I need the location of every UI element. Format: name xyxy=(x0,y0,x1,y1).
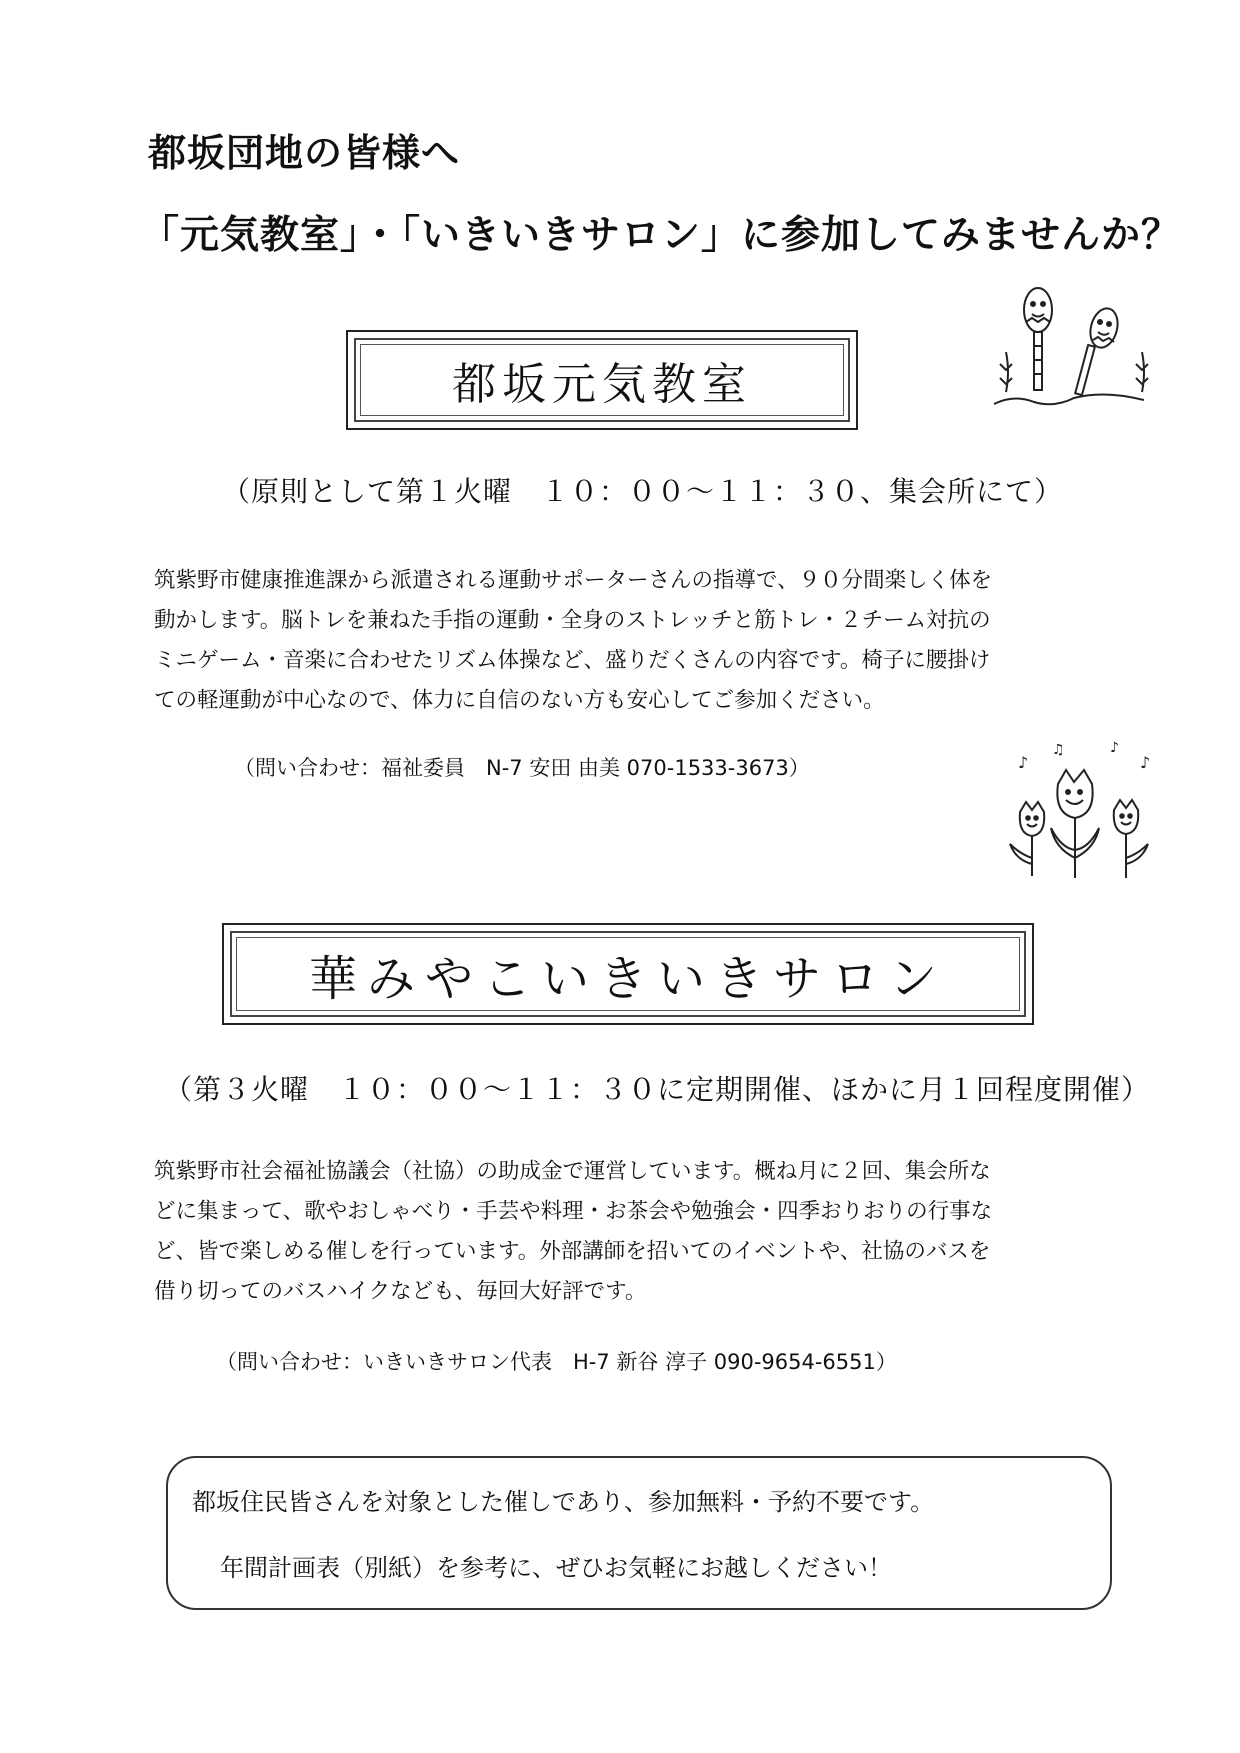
greeting-heading: 都坂団地の皆様へ xyxy=(148,131,461,175)
genki-line: ミニゲーム・音楽に合わせたリズム体操など、盛りだくさんの内容です。椅子に腰掛け xyxy=(154,648,991,673)
singing-tulips-icon xyxy=(1000,738,1170,888)
salon-line: 筑紫野市社会福祉協議会（社協）の助成金で運営しています。概ね月に２回、集会所な xyxy=(154,1159,991,1184)
salon-title-frame xyxy=(222,923,1034,1025)
svg-text:♪: ♪ xyxy=(1140,753,1151,772)
notice-box xyxy=(166,1456,1112,1610)
salon-title: 華みやこいきいきサロン xyxy=(236,937,1020,1011)
salon-description xyxy=(154,1152,1144,1312)
genki-title-frame xyxy=(346,330,858,430)
genki-line: 筑紫野市健康推進課から派遣される運動サポーターさんの指導で、９０分間楽しく体を xyxy=(154,568,993,593)
headline: 「元気教室」・「いきいきサロン」に参加してみませんか？ xyxy=(140,213,1182,258)
genki-description xyxy=(154,561,1144,721)
notice-line: 年間計画表（別紙）を参考に、ぜひお気軽にお越しください！ xyxy=(220,1554,892,1582)
salon-line: どに集まって、歌やおしゃべり・手芸や料理・お茶会や勉強会・四季おりおりの行事な xyxy=(154,1199,993,1224)
genki-contact: （問い合わせ：福祉委員 N-7 安田 由美 070-1533-3673） xyxy=(234,756,810,780)
genki-line: 動かします。脳トレを兼ねた手指の運動・全身のストレッチと筋トレ・２チーム対抗の xyxy=(154,608,991,633)
salon-contact: （問い合わせ：いきいきサロン代表 H-7 新谷 淳子 090-9654-6551） xyxy=(216,1350,897,1374)
genki-schedule: （原則として第１火曜 １０：００～１１：３０、集会所にて） xyxy=(222,475,1064,508)
genki-line: ての軽運動が中心なので、体力に自信のない方も安心してご参加ください。 xyxy=(154,688,885,713)
maracas-icon xyxy=(992,282,1172,422)
svg-text:♫: ♫ xyxy=(1052,742,1065,758)
svg-text:♪: ♪ xyxy=(1110,740,1119,756)
svg-text:♪: ♪ xyxy=(1018,753,1029,772)
salon-schedule: （第３火曜 １０：００～１１：３０に定期開催、ほかに月１回程度開催） xyxy=(164,1073,1151,1106)
salon-line: ど、皆で楽しめる催しを行っています。外部講師を招いてのイベントや、社協のバスを xyxy=(154,1239,991,1264)
salon-line: 借り切ってのバスハイクなども、毎回大好評です。 xyxy=(154,1279,647,1304)
genki-title: 都坂元気教室 xyxy=(360,344,844,416)
notice-line: 都坂住民皆さんを対象とした催しであり、参加無料・予約不要です。 xyxy=(192,1488,935,1516)
